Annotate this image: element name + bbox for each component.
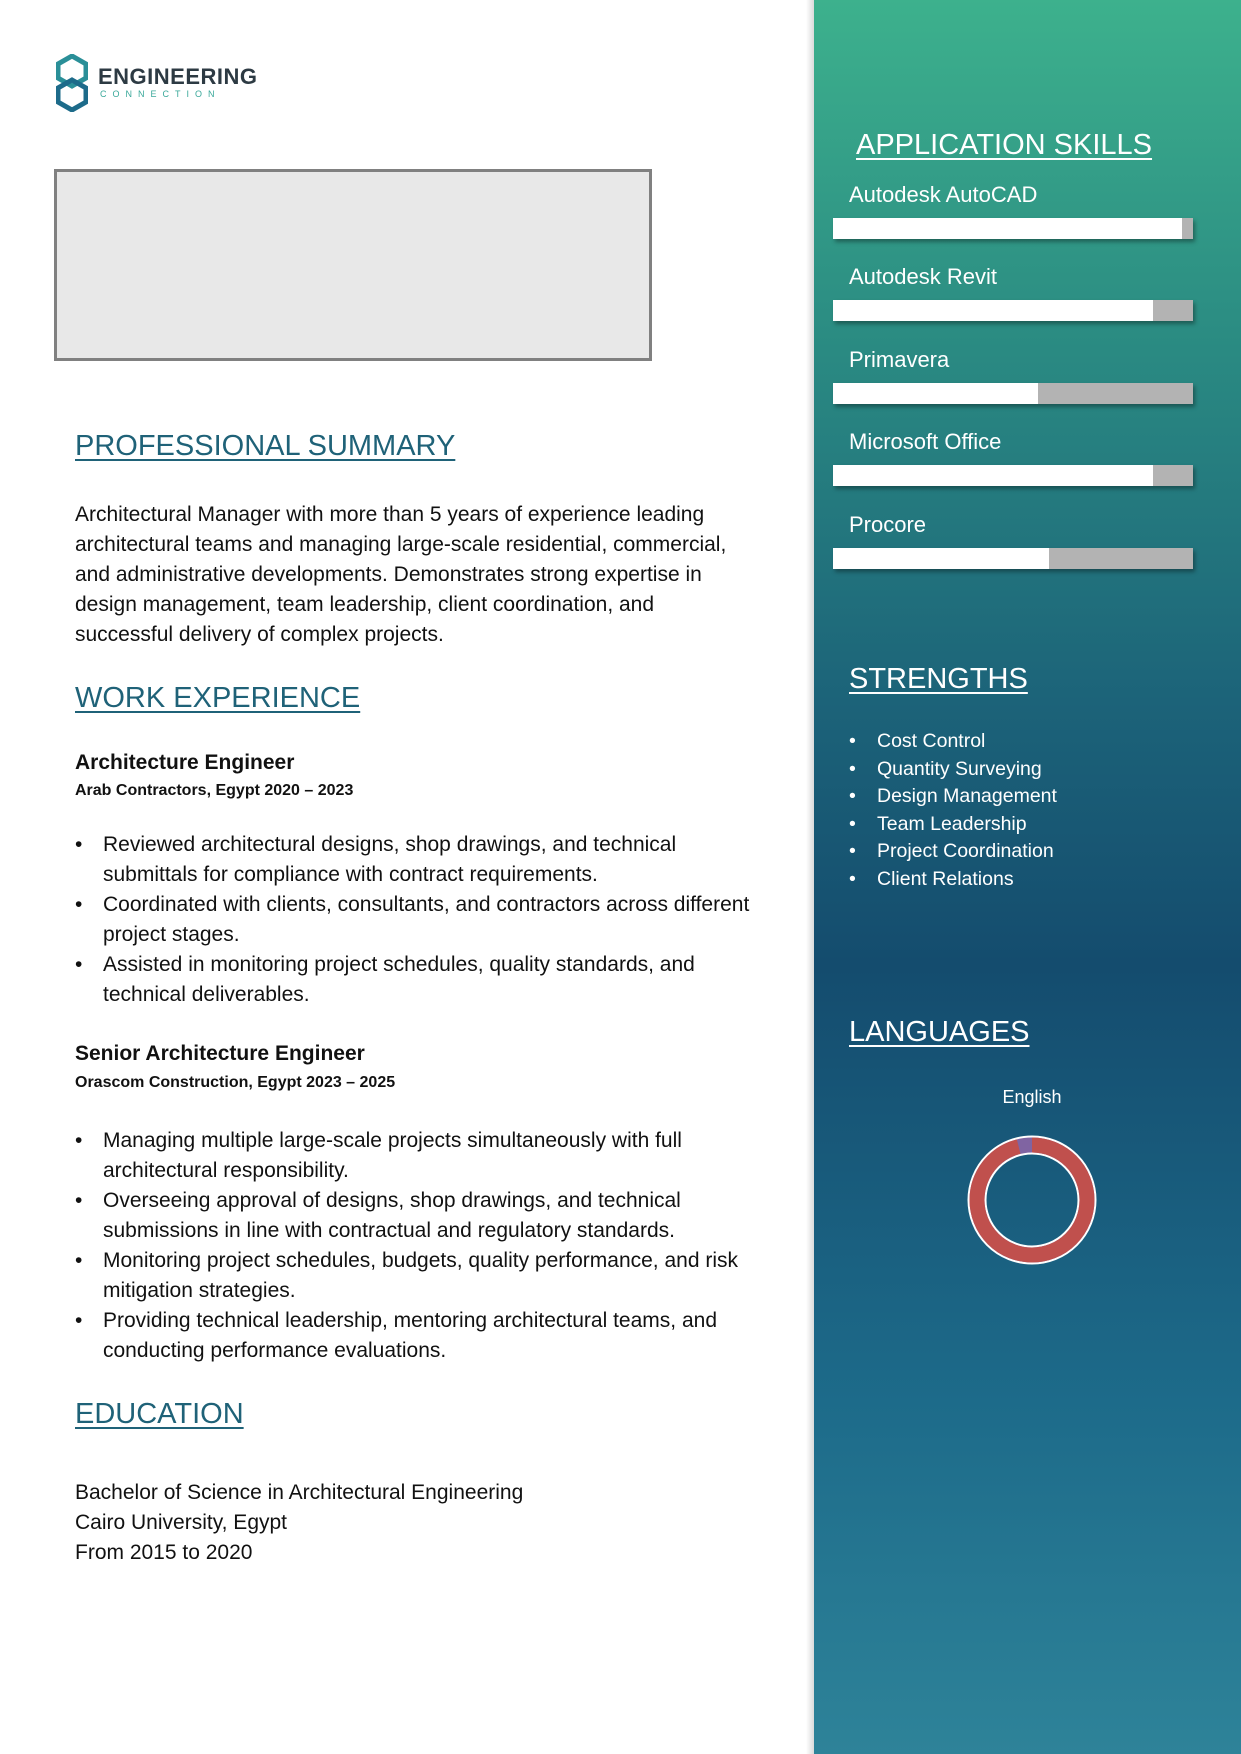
summary-text: Architectural Manager with more than 5 years of experience leading architectural teams and managing large-scale residential, commercial, and administrative developments. Demonstrates strong expertise in design management, team leadership, client coordination, and successful delivery of complex projects. [75, 503, 727, 646]
experience-heading: WORK EXPERIENCE [75, 682, 361, 714]
logo-subtitle: CONNECTION [100, 89, 221, 99]
language-donut-share [977, 1145, 1087, 1255]
job-company: Arab Contractors, Egypt 2020 – 2023 [75, 782, 354, 799]
education-degree: Bachelor of Science in Architectural Engineering [75, 1481, 524, 1504]
job-bullets [75, 1126, 765, 1366]
list-item: • Managing multiple large-scale projects simultaneously with full architectural responsibility. [75, 1126, 765, 1186]
list-item: • Design Management [849, 783, 1057, 811]
list-item: • Assisted in monitoring project schedules, quality standards, and technical deliverables. [75, 950, 765, 1010]
summary-heading: PROFESSIONAL SUMMARY [75, 430, 456, 462]
job-title: Architecture Engineer [75, 751, 295, 774]
skill-bar-fill [833, 300, 1153, 321]
logo-word: ENGINEERING [98, 64, 258, 89]
skill-bar [833, 465, 1193, 486]
list-item: • Overseeing approval of designs, shop drawings, and technical submissions in line with contractual and regulatory standards. [75, 1186, 765, 1246]
strengths-heading: STRENGTHS [849, 663, 1028, 695]
skill-bar-fill [833, 465, 1153, 486]
skill-bar [833, 218, 1193, 239]
language-label: English [1002, 1087, 1062, 1107]
education-school: Cairo University, Egypt [75, 1511, 288, 1534]
list-item: • Project Coordination [849, 838, 1057, 866]
list-item: • Client Relations [849, 866, 1057, 894]
education-heading: EDUCATION [75, 1398, 244, 1430]
languages-heading: LANGUAGES [849, 1016, 1030, 1048]
skill-bar [833, 548, 1193, 569]
skill-bar-fill [833, 548, 1049, 569]
skills-heading: APPLICATION SKILLS [856, 129, 1153, 161]
skill-bar [833, 300, 1193, 321]
skill-label: Procore [849, 512, 927, 537]
job-bullets [75, 830, 765, 1010]
skill-label: Autodesk Revit [849, 264, 997, 289]
list-item: • Quantity Surveying [849, 756, 1057, 784]
language-donut-chart [965, 1133, 1099, 1267]
education-years: From 2015 to 2020 [75, 1541, 253, 1564]
job-company: Orascom Construction, Egypt 2023 – 2025 [75, 1074, 396, 1091]
strengths-list [849, 728, 1057, 893]
photo-placeholder [54, 169, 652, 361]
list-item: • Providing technical leadership, mentoring architectural teams, and conducting performance evaluations. [75, 1306, 765, 1366]
skill-bar [833, 383, 1193, 404]
skill-label: Primavera [849, 347, 950, 372]
skill-label: Autodesk AutoCAD [849, 182, 1038, 207]
skill-label: Microsoft Office [849, 429, 1002, 454]
company-logo [56, 52, 256, 114]
list-item: • Coordinated with clients, consultants, and contractors across different project stages. [75, 890, 765, 950]
list-item: • Monitoring project schedules, budgets, quality performance, and risk mitigation strategies. [75, 1246, 765, 1306]
job-title: Senior Architecture Engineer [75, 1042, 365, 1065]
skill-bar-fill [833, 383, 1038, 404]
list-item: • Reviewed architectural designs, shop drawings, and technical submittals for compliance with contract requirements. [75, 830, 765, 890]
logo-mark-icon [56, 54, 88, 112]
list-item: • Cost Control [849, 728, 1057, 756]
list-item: • Team Leadership [849, 811, 1057, 839]
skill-bar-fill [833, 218, 1182, 239]
